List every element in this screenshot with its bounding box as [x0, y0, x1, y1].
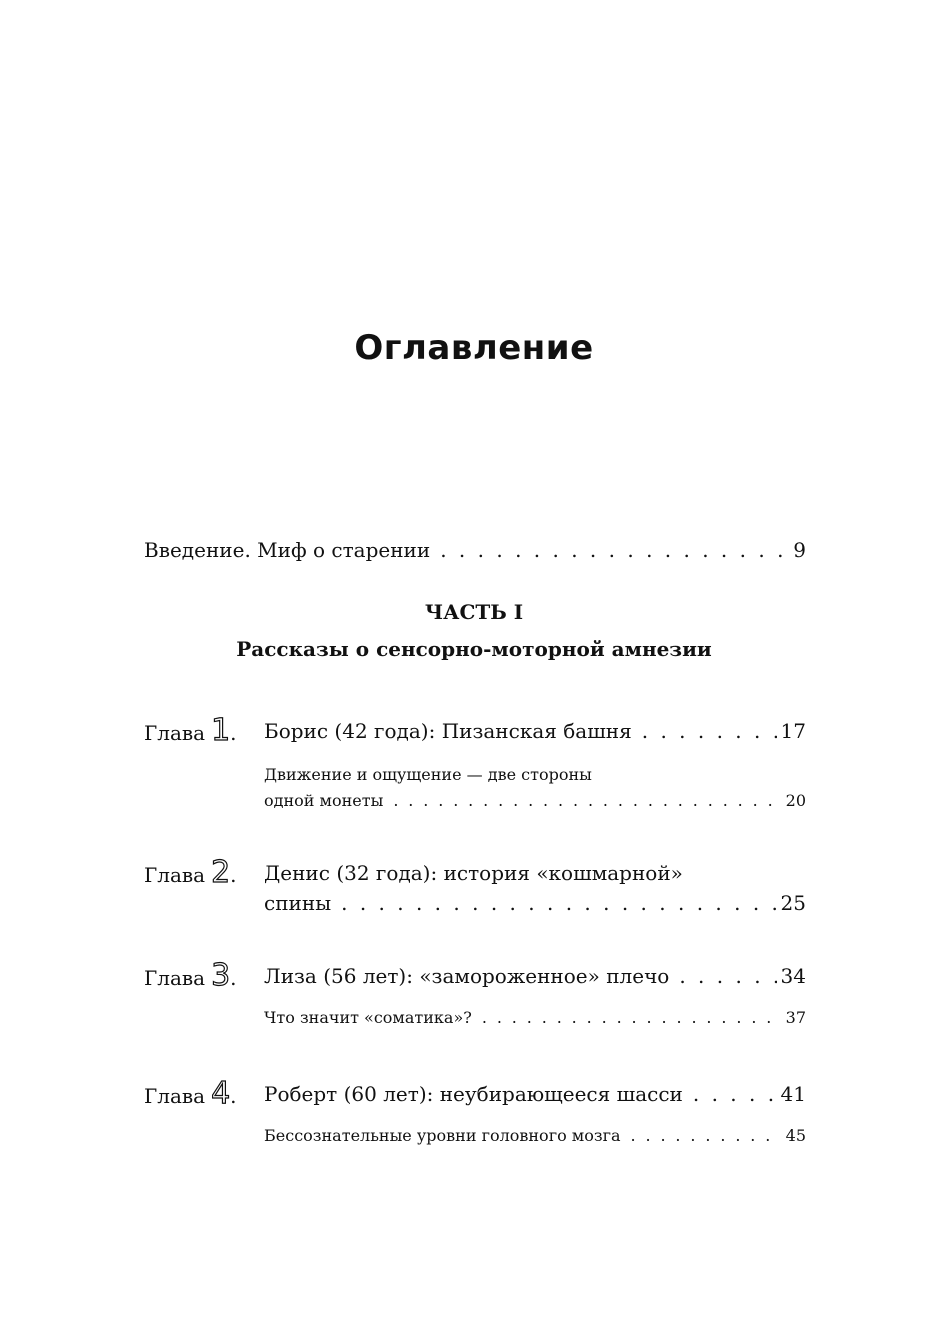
toc-subsection[interactable] — [264, 762, 806, 814]
page-number: 20 — [785, 791, 806, 810]
part-subtitle: Рассказы о сенсорно-моторной амнезии — [236, 637, 712, 661]
chapter-period: . — [230, 1084, 237, 1108]
chapter-number: 3 — [211, 958, 231, 993]
page-number: 25 — [780, 891, 806, 915]
chapter-label — [144, 713, 237, 748]
toc-subsection[interactable] — [264, 1123, 806, 1149]
page-number: 37 — [785, 1008, 806, 1027]
chapter-label — [144, 958, 237, 993]
dot-leader — [693, 1079, 777, 1109]
chapter-label — [144, 1076, 237, 1111]
chapter-period: . — [230, 966, 237, 990]
chapter-title: Борис (42 года): Пизанская башня — [264, 719, 632, 743]
chapter-title: спины — [264, 891, 332, 915]
chapter-title-line — [264, 716, 806, 746]
subsection-title: одной монеты — [264, 791, 384, 810]
chapter-number: 2 — [211, 855, 231, 890]
dot-leader — [642, 716, 777, 746]
chapter-label — [144, 855, 237, 890]
subsection-title: Бессознательные уровни головного мозга — [264, 1126, 621, 1145]
chapter-title-line — [264, 1079, 806, 1109]
entry-title: Введение. Миф о старении — [144, 538, 431, 562]
dot-leader — [482, 1005, 778, 1031]
dot-leader — [341, 888, 776, 918]
page-number: 9 — [793, 538, 806, 562]
part-label: ЧАСТЬ I — [424, 600, 524, 624]
page-number: 45 — [785, 1126, 806, 1145]
chapter-title: Денис (32 года): история «кошмарной» — [264, 861, 683, 885]
toc-subsection[interactable] — [264, 1005, 806, 1031]
chapter-title-line — [264, 961, 806, 991]
chapter-word: Глава — [144, 1084, 206, 1108]
chapter-number: 4 — [211, 1076, 231, 1111]
chapter-period: . — [230, 721, 237, 745]
page-title: Оглавление — [354, 328, 594, 368]
chapter-title: Роберт (60 лет): неубирающееся шасси — [264, 1082, 683, 1106]
chapter-word: Глава — [144, 863, 206, 887]
toc-entry-intro[interactable] — [144, 536, 806, 564]
subsection-title: Что значит «соматика»? — [264, 1008, 472, 1027]
page-number: 34 — [780, 964, 806, 988]
chapter-word: Глава — [144, 721, 206, 745]
dot-leader — [631, 1123, 778, 1149]
chapter-number: 1 — [211, 713, 231, 748]
dot-leader — [393, 788, 777, 814]
chapter-period: . — [230, 863, 237, 887]
chapter-title-line — [264, 888, 806, 918]
dot-leader — [440, 536, 789, 564]
page-number: 41 — [780, 1082, 806, 1106]
page-number: 17 — [780, 719, 806, 743]
chapter-word: Глава — [144, 966, 206, 990]
chapter-title: Лиза (56 лет): «замороженное» плечо — [264, 964, 670, 988]
dot-leader — [679, 961, 776, 991]
subsection-title: Движение и ощущение — две стороны — [264, 765, 592, 784]
